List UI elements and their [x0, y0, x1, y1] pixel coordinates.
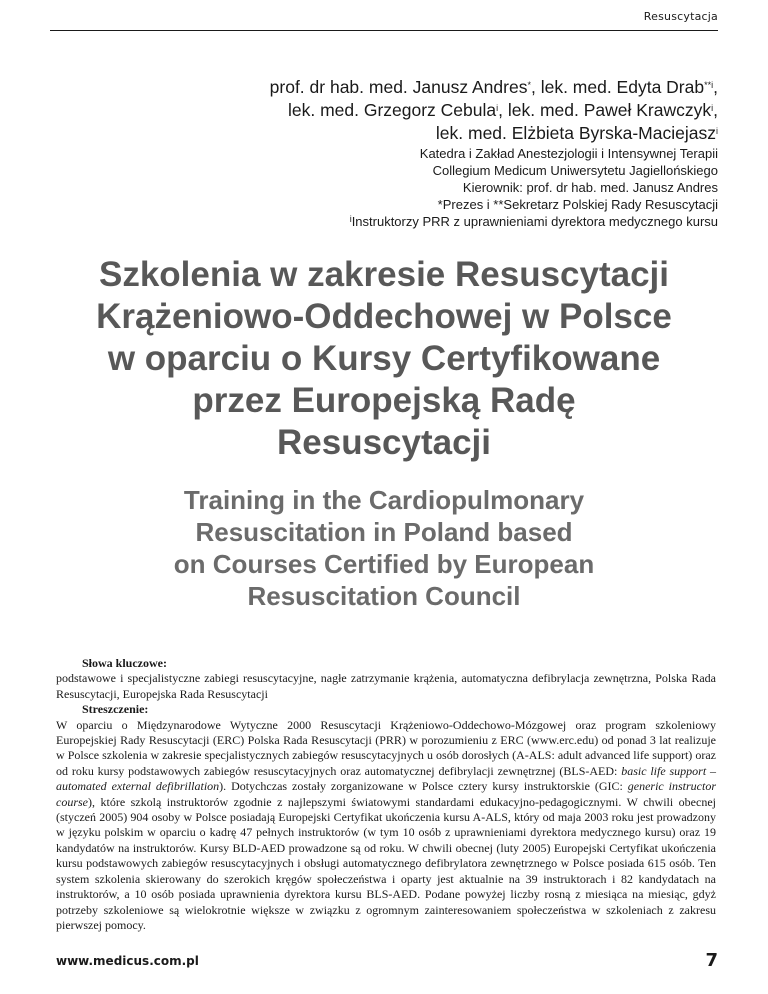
title-line: on Courses Certified by European [173, 549, 595, 579]
abstract-label: Streszczenie: [82, 702, 149, 717]
keywords-text: podstawowe i specjalistyczne zabiegi resuscytacyjne, nagłe zatrzymanie krążenia, automatyczna defibrylacja zewnętrzna, Polska Rada Resuscytacji, Europejska Rada Resuscytacji [56, 671, 716, 701]
affiliations [118, 145, 718, 230]
affiliation-instructors-text: Instruktorzy PRR z uprawnieniami dyrektora medycznego kursu [351, 214, 718, 229]
title-line: w oparciu o Kursy Certyfikowane [107, 339, 661, 378]
affiliation-roles: *Prezes i **Sekretarz Polskiej Rady Resuscytacji [437, 197, 718, 212]
title-line: Szkolenia w zakresie Resuscytacji [98, 255, 670, 294]
abstract-segment: W oparciu o Międzynarodowe Wytyczne 2000 Resuscytacji Krążeniowo-Oddechowo-Mózgowej oraz program szkoleniowy Europejskiej Rady Resuscytacji (ERC) Polska Rada Resuscytacji (PRR) w porozumieniu z ERC (www.erc.edu) od ponad 3 lat realizuje w Polsce szkolenia w zakresie specjalistycznych zabiegów resuscytacyjnych u osób dorosłych (A-ALS: adult advanced life support) oraz od roku kursy podstawowych zabiegów resuscytacyjnych oraz automatycznej defibrylacji zewnętrznej (BLS-AED: [56, 717, 716, 778]
header-rule [50, 30, 718, 31]
footnote-marker: **i [704, 80, 714, 90]
footnote-marker: i [716, 126, 718, 136]
title-polish [40, 254, 728, 464]
footnote-marker: * [527, 80, 531, 90]
footer-url: www.medicus.com.pl [56, 954, 199, 968]
author-line [118, 122, 718, 145]
author-name: lek. med. Elżbieta Byrska-Maciejasz [435, 123, 716, 143]
author-block [118, 76, 718, 230]
author-name: , lek. med. Edyta Drab [530, 77, 705, 97]
abstract-text [56, 718, 716, 934]
keywords-label: Słowa kluczowe: [82, 656, 167, 670]
author-name: prof. dr hab. med. Janusz Andres [269, 77, 528, 97]
abstract-italic: basic life support – automated external defibrillation [56, 763, 716, 794]
affiliation-dept: Katedra i Zakład Anestezjologii i Intensywnej Terapii [419, 146, 718, 161]
affiliation-head: Kierownik: prof. dr hab. med. Janusz Andres [462, 180, 718, 195]
title-line: Resuscytacji [276, 423, 492, 462]
footnote-marker: i [711, 103, 714, 113]
footnote-marker: i [496, 103, 499, 113]
title-english [60, 484, 708, 612]
abstract-segment: ). Dotychczas zostały zorganizowane w Polsce cztery kursy instruktorskie (GIC: [219, 779, 628, 794]
title-line: Krążeniowo-Oddechowej w Polsce [96, 297, 672, 336]
abstract-segment: ), które szkolą instruktorów zgodnie z najlepszymi światowymi standardami edukacyjno-pedagogicznymi. W chwili obecnej (styczeń 2005) 904 osoby w Polsce posiadają Europejski Certyfikat ukończenia kursu A-ALS, który od maja 2003 roku jest prowadzony w języku polskim w oparciu o kadrę 47 pełnych instruktorów (w tym 10 osób z uprawnieniami dyrektora medycznego kursu) oraz 19 kandydatów na instruktorów. Kursy BLD-AED prowadzone są od roku. W chwili obecnej (luty 2005) Europejski Certyfikat ukończenia kursu podstawowych zabiegów resuscytacyjnych i obsługi automatycznego defibrylatora zewnętrznego w Polsce posiada 615 osób. Ten system szkolenia skierowany do szerokich kręgów społeczeństwa i oparty jest aktualnie na 39 instruktorach i 82 kandydatach na instruktorów, a 10 osób posiada uprawnienia dyrektora kursu BLS-AED. Podane powyżej liczby rosną z miesiąca na miesiąc, gdyż potrzeby szkoleniowe są wielokrotnie większe w związku z ogromnym zainteresowaniem społeczeństwa w szkoleniach z zakresu pierwszej pomocy. [56, 794, 716, 932]
running-head: Resuscytacja [643, 10, 718, 23]
footnote-marker: i [349, 214, 352, 224]
page-number: 7 [705, 950, 718, 971]
author-line [118, 76, 718, 99]
abstract-italic: generic instructor course [56, 779, 716, 809]
title-line: Resuscitation in Poland based [195, 517, 573, 547]
abstract-section [56, 656, 716, 933]
title-line: Resuscitation Council [247, 581, 521, 611]
author-name: , lek. med. Paweł Krawczyk [498, 100, 712, 120]
author-line [118, 99, 718, 122]
title-line: Training in the Cardiopulmonary [183, 485, 585, 515]
affiliation-instructors [118, 213, 718, 230]
separator: , [713, 100, 718, 120]
separator: , [713, 77, 718, 97]
title-line: przez Europejską Radę [192, 381, 576, 420]
author-name: lek. med. Grzegorz Cebula [287, 100, 497, 120]
affiliation-college: Collegium Medicum Uniwersytetu Jagiellońskiego [432, 163, 718, 178]
